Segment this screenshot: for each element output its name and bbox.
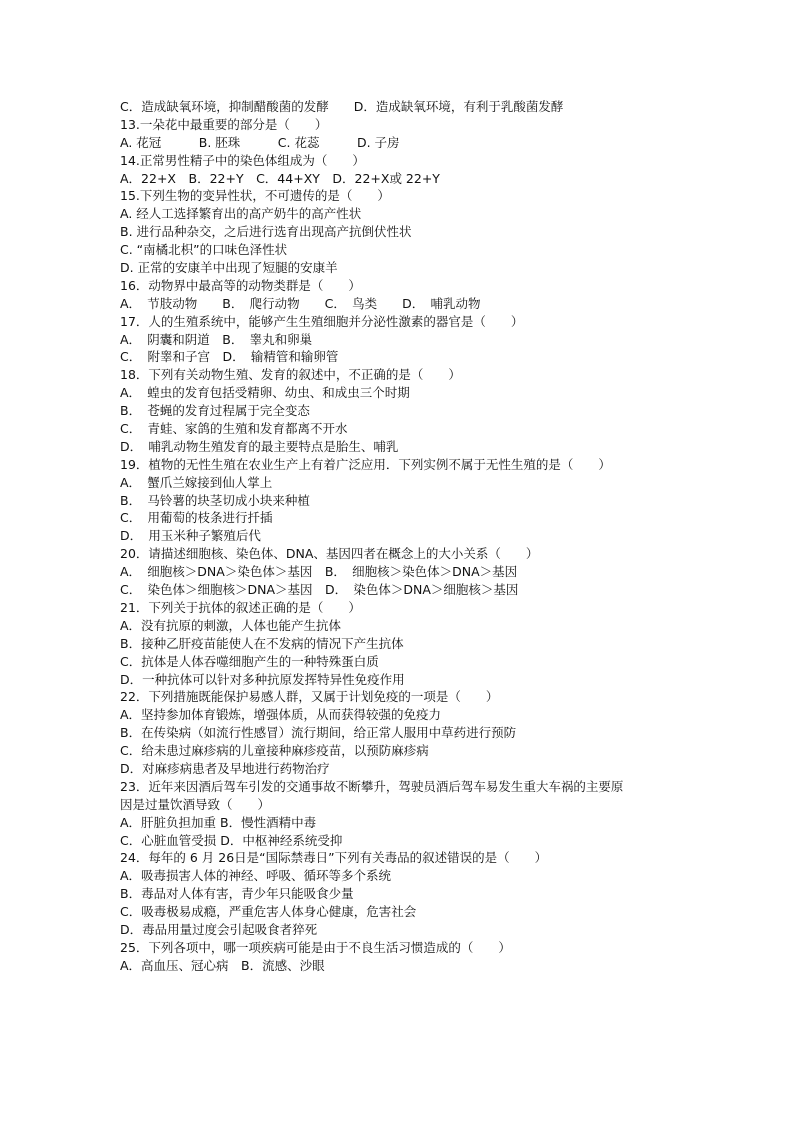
text-line: D．对麻疹病患者及早地进行药物治疗 (120, 760, 330, 776)
text-line: B． 苍蝇的发育过程属于完全变态 (120, 403, 310, 419)
text-line: A． 细胞核＞DNA＞染色体＞基因 B． 细胞核＞染色体＞DNA＞基因 (120, 564, 518, 580)
text-line: 19．植物的无性生殖在农业生产上有着广泛应用．下列实例不属于无性生殖的是（ ） (120, 456, 611, 472)
text-line: D． 哺乳动物生殖发育的最主要特点是胎生、哺乳 (120, 438, 399, 454)
text-line: 13.一朵花中最重要的部分是（ ） (120, 116, 328, 132)
text-line: A. 经人工选择繁育出的高产奶牛的高产性状 (120, 206, 362, 222)
text-line: A． 节肢动物 B． 爬行动物 C． 鸟类 D． 哺乳动物 (120, 295, 481, 311)
text-line: D． 用玉米种子繁殖后代 (120, 528, 261, 544)
text-line: 18．下列有关动物生殖、发育的叙述中，不正确的是（ ） (120, 367, 461, 383)
text-line: A．没有抗原的刺激，人体也能产生抗体 (120, 617, 342, 633)
text-line: D．一种抗体可以针对多种抗原发挥特异性免疫作用 (120, 671, 405, 687)
text-line: A． 蟹爪兰嫁接到仙人掌上 (120, 474, 273, 490)
text-line: C． 青蛙、家鸽的生殖和发育都离不开水 (120, 421, 348, 437)
text-line: A．吸毒损害人体的神经、呼吸、循环等多个系统 (120, 868, 392, 884)
text-line: 23．近年来因酒后驾车引发的交通事故不断攀升，驾驶员酒后驾车易发生重大车祸的主要原 (120, 778, 624, 794)
text-line: B．接种乙肝疫苗能使人在不发病的情况下产生抗体 (120, 635, 404, 651)
text-line: C．抗体是人体吞噬细胞产生的一种特殊蛋白质 (120, 653, 379, 669)
text-line: 25．下列各项中，哪一项疾病可能是由于不良生活习惯造成的（ ） (120, 939, 511, 955)
text-line: A. 花冠 B. 胚珠 C. 花蕊 D. 子房 (120, 134, 400, 150)
text-line: C．吸毒极易成瘾，严重危害人体身心健康，危害社会 (120, 904, 417, 920)
text-line: B．毒品对人体有害，青少年只能吸食少量 (120, 886, 354, 902)
text-line: 15.下列生物的变异性状，不可遗传的是（ ） (120, 188, 390, 204)
text-line: A． 阴囊和阴道 B． 睾丸和卵巢 (120, 331, 313, 347)
text-line: C．给未患过麻疹病的儿童接种麻疹疫苗，以预防麻疹病 (120, 743, 429, 759)
text-line: D．毒品用量过度会引起吸食者猝死 (120, 921, 318, 937)
text-line: 24．每年的 6 月 26日是“国际禁毒日”下列有关毒品的叙述错误的是（ ） (120, 850, 548, 866)
text-line: A． 蝗虫的发育包括受精卵、幼虫、和成虫三个时期 (120, 385, 410, 401)
text-line: A．高血压、冠心病 B．流感、沙眼 (120, 957, 325, 973)
text-line: 20．请描述细胞核、染色体、DNA、基因四者在概念上的大小关系（ ） (120, 546, 539, 562)
text-line: C． 染色体＞细胞核＞DNA＞基因 D． 染色体＞DNA＞细胞核＞基因 (120, 582, 519, 598)
text-line: 因是过量饮酒导致（ ） (120, 796, 271, 812)
text-line: A．坚持参加体育锻炼，增强体质，从而获得较强的免疫力 (120, 707, 442, 723)
text-line: 14.正常男性精子中的染色体组成为（ ） (120, 152, 365, 168)
text-line: A．肝脏负担加重 B．慢性酒精中毒 (120, 814, 317, 830)
text-line: 16．动物界中最高等的动物类群是（ ） (120, 277, 361, 293)
text-line: C． 用葡萄的枝条进行扦插 (120, 510, 273, 526)
text-line: 21．下列关于抗体的叙述正确的是（ ） (120, 599, 361, 615)
text-line: B. 进行品种杂交，之后进行选育出现高产抗倒伏性状 (120, 224, 412, 240)
text-line: C．心脏血管受损 D．中枢神经系统受抑 (120, 832, 343, 848)
text-line: 22．下列措施既能保护易感人群，又属于计划免疫的一项是（ ） (120, 689, 499, 705)
text-line: C. “南橘北枳”的口味色泽性状 (120, 242, 288, 258)
text-line: C． 附睾和子宫 D． 输精管和输卵管 (120, 349, 339, 365)
text-line: D. 正常的安康羊中出现了短腿的安康羊 (120, 260, 338, 276)
text-line: C．造成缺氧环境，抑制醋酸菌的发酵 D．造成缺氧环境，有利于乳酸菌发酵 (120, 99, 564, 114)
question-text (120, 98, 720, 975)
text-line: 17．人的生殖系统中，能够产生生殖细胞并分泌性激素的器官是（ ） (120, 313, 524, 329)
text-line: B．在传染病（如流行性感冒）流行期间，给正常人服用中草药进行预防 (120, 725, 517, 741)
text-line: A．22+X B．22+Y C．44+XY D．22+X或 22+Y (120, 170, 440, 186)
text-line: B． 马铃薯的块茎切成小块来种植 (120, 492, 310, 508)
